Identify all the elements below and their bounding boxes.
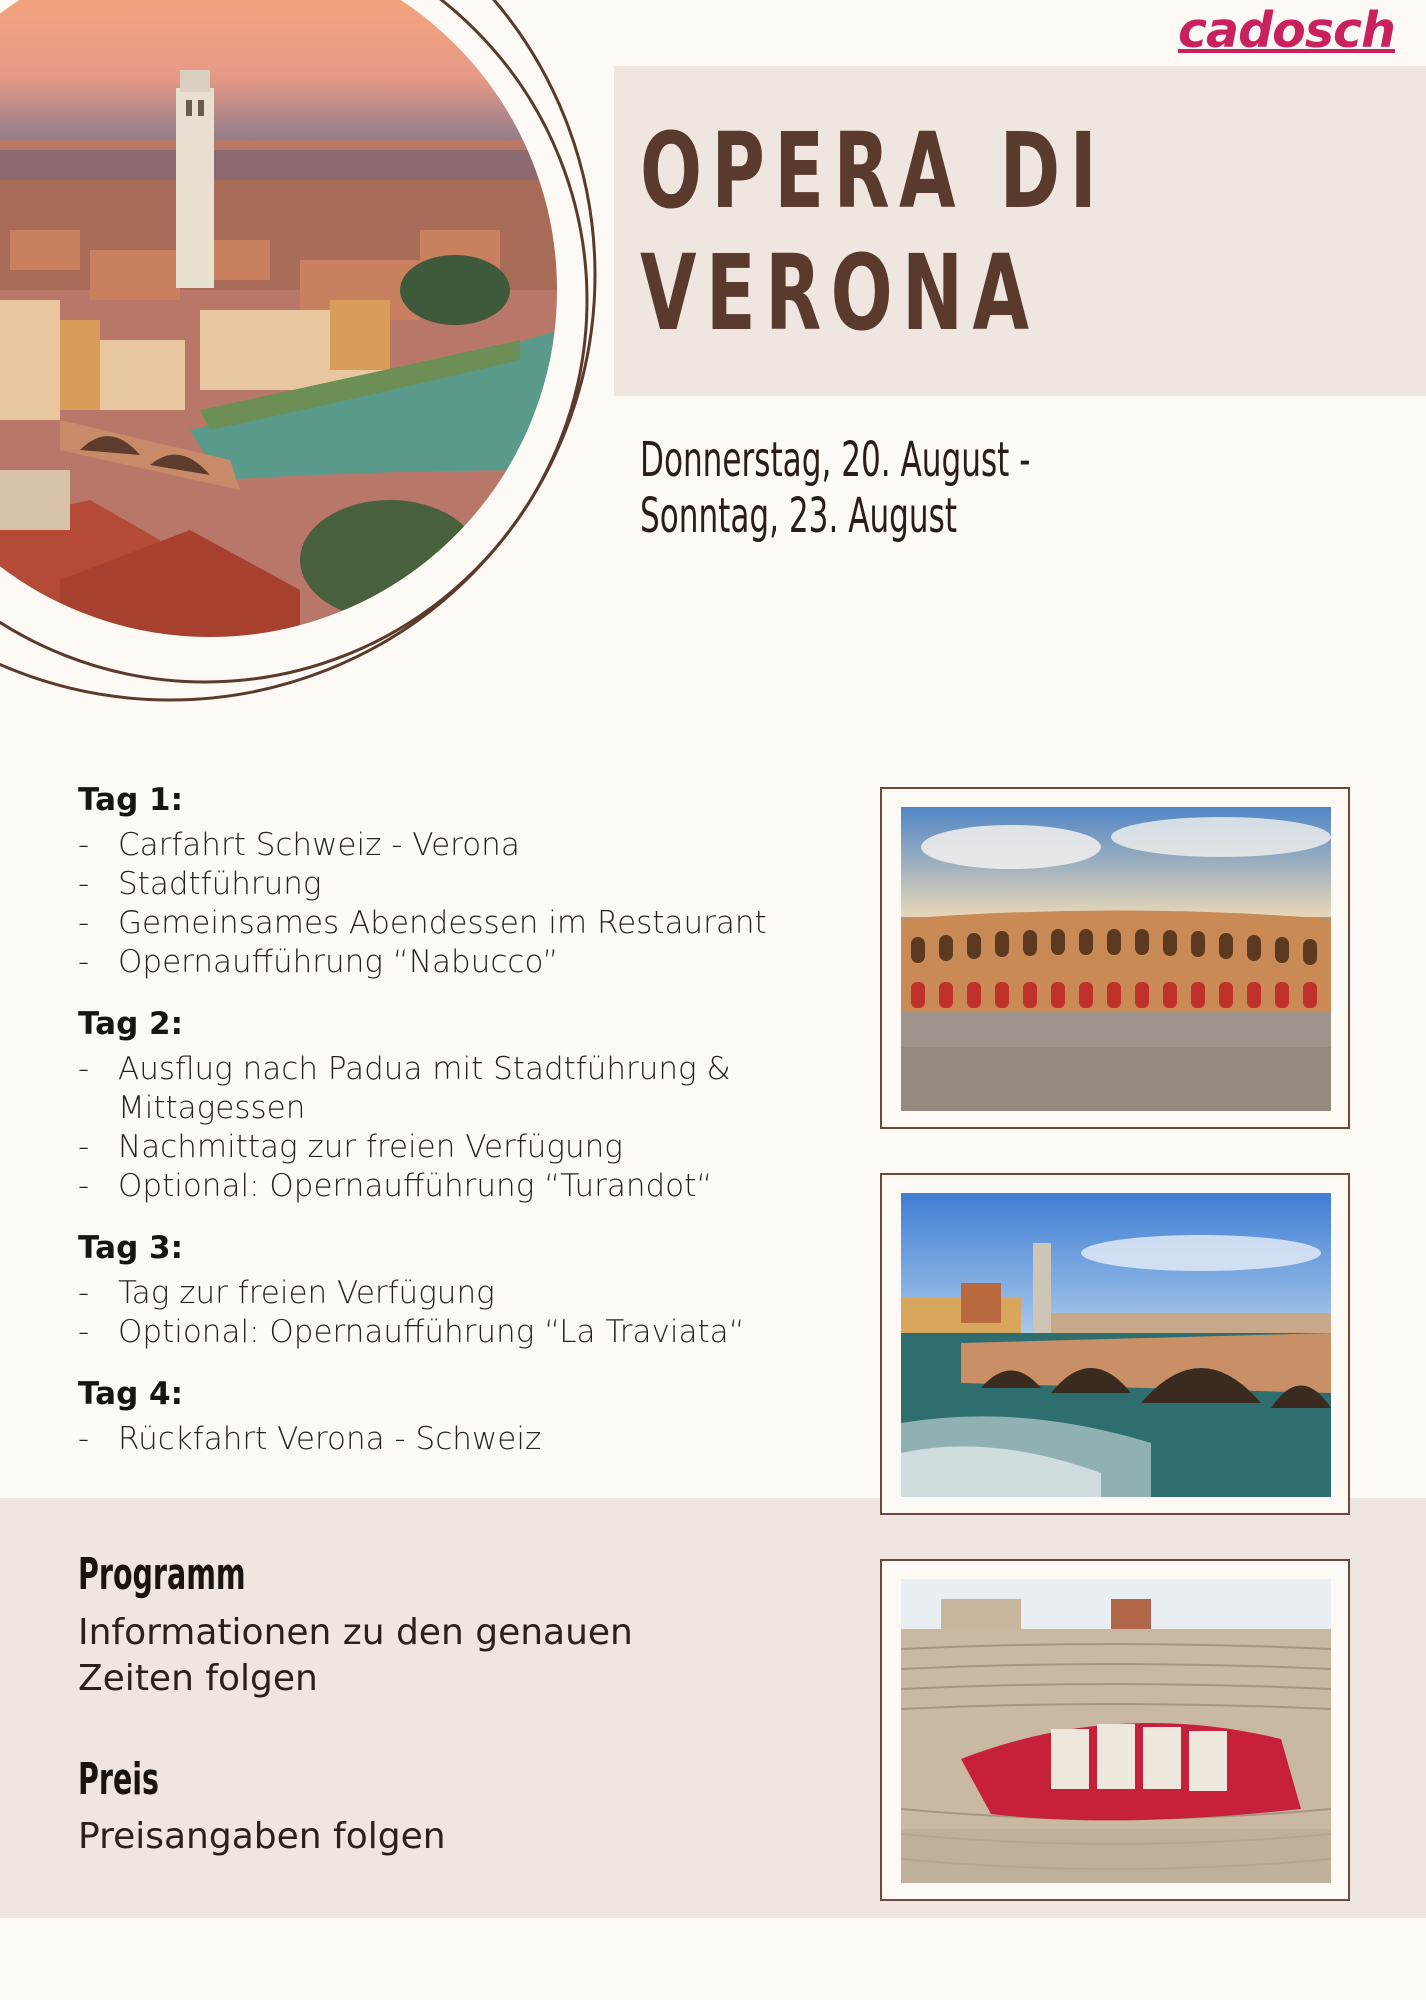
list-item: - Opernaufführung “Nabucco” (78, 943, 838, 982)
photo-frame-arena (880, 787, 1350, 1129)
itinerary (78, 780, 838, 1481)
hero-photo-verona (0, 0, 600, 740)
list-item: - Optional: Opernaufführung “Turandot“ (78, 1167, 838, 1206)
itinerary-day (78, 1004, 838, 1206)
photo-frame-bridge (880, 1173, 1350, 1515)
brand-logo: cadosch (1178, 2, 1395, 59)
day-heading: Tag 1: (78, 782, 184, 818)
event-dates-end: Sonntag, 23. August (640, 488, 958, 544)
page-title-line-2: VERONA (640, 232, 1039, 354)
price-heading: Preis (78, 1754, 160, 1805)
photo-frame-arena-interior (880, 1559, 1350, 1901)
day-heading: Tag 2: (78, 1006, 184, 1042)
list-item: - Ausflug nach Padua mit Stadtführung & Mittagessen (78, 1050, 758, 1128)
list-item: - Tag zur freien Verfügung (78, 1274, 838, 1313)
event-dates-start: Donnerstag, 20. August - (640, 432, 1031, 488)
list-item: - Carfahrt Schweiz - Verona (78, 826, 838, 865)
day-heading: Tag 3: (78, 1230, 184, 1266)
list-item: - Optional: Opernaufführung “La Traviata“ (78, 1313, 838, 1352)
page-title-line-1: OPERA DI (640, 110, 1107, 232)
itinerary-day (78, 1374, 838, 1459)
list-item: - Rückfahrt Verona - Schweiz (78, 1420, 838, 1459)
itinerary-day (78, 1228, 838, 1352)
list-item: - Nachmittag zur freien Verfügung (78, 1128, 838, 1167)
program-heading: Programm (78, 1549, 246, 1600)
program-text: Informationen zu den genauen Zeiten folgen (78, 1612, 633, 1699)
photo-arena-interior (901, 1579, 1331, 1883)
page-title (640, 110, 1106, 354)
photo-ponte-pietra (901, 1193, 1331, 1497)
itinerary-day (78, 780, 838, 982)
list-item: - Gemeinsames Abendessen im Restaurant (78, 904, 838, 943)
day-heading: Tag 4: (78, 1376, 184, 1412)
list-item: - Stadtführung (78, 865, 838, 904)
photo-arena-exterior (901, 807, 1331, 1111)
price-text: Preisangaben folgen (78, 1816, 446, 1857)
event-dates (640, 432, 1030, 544)
